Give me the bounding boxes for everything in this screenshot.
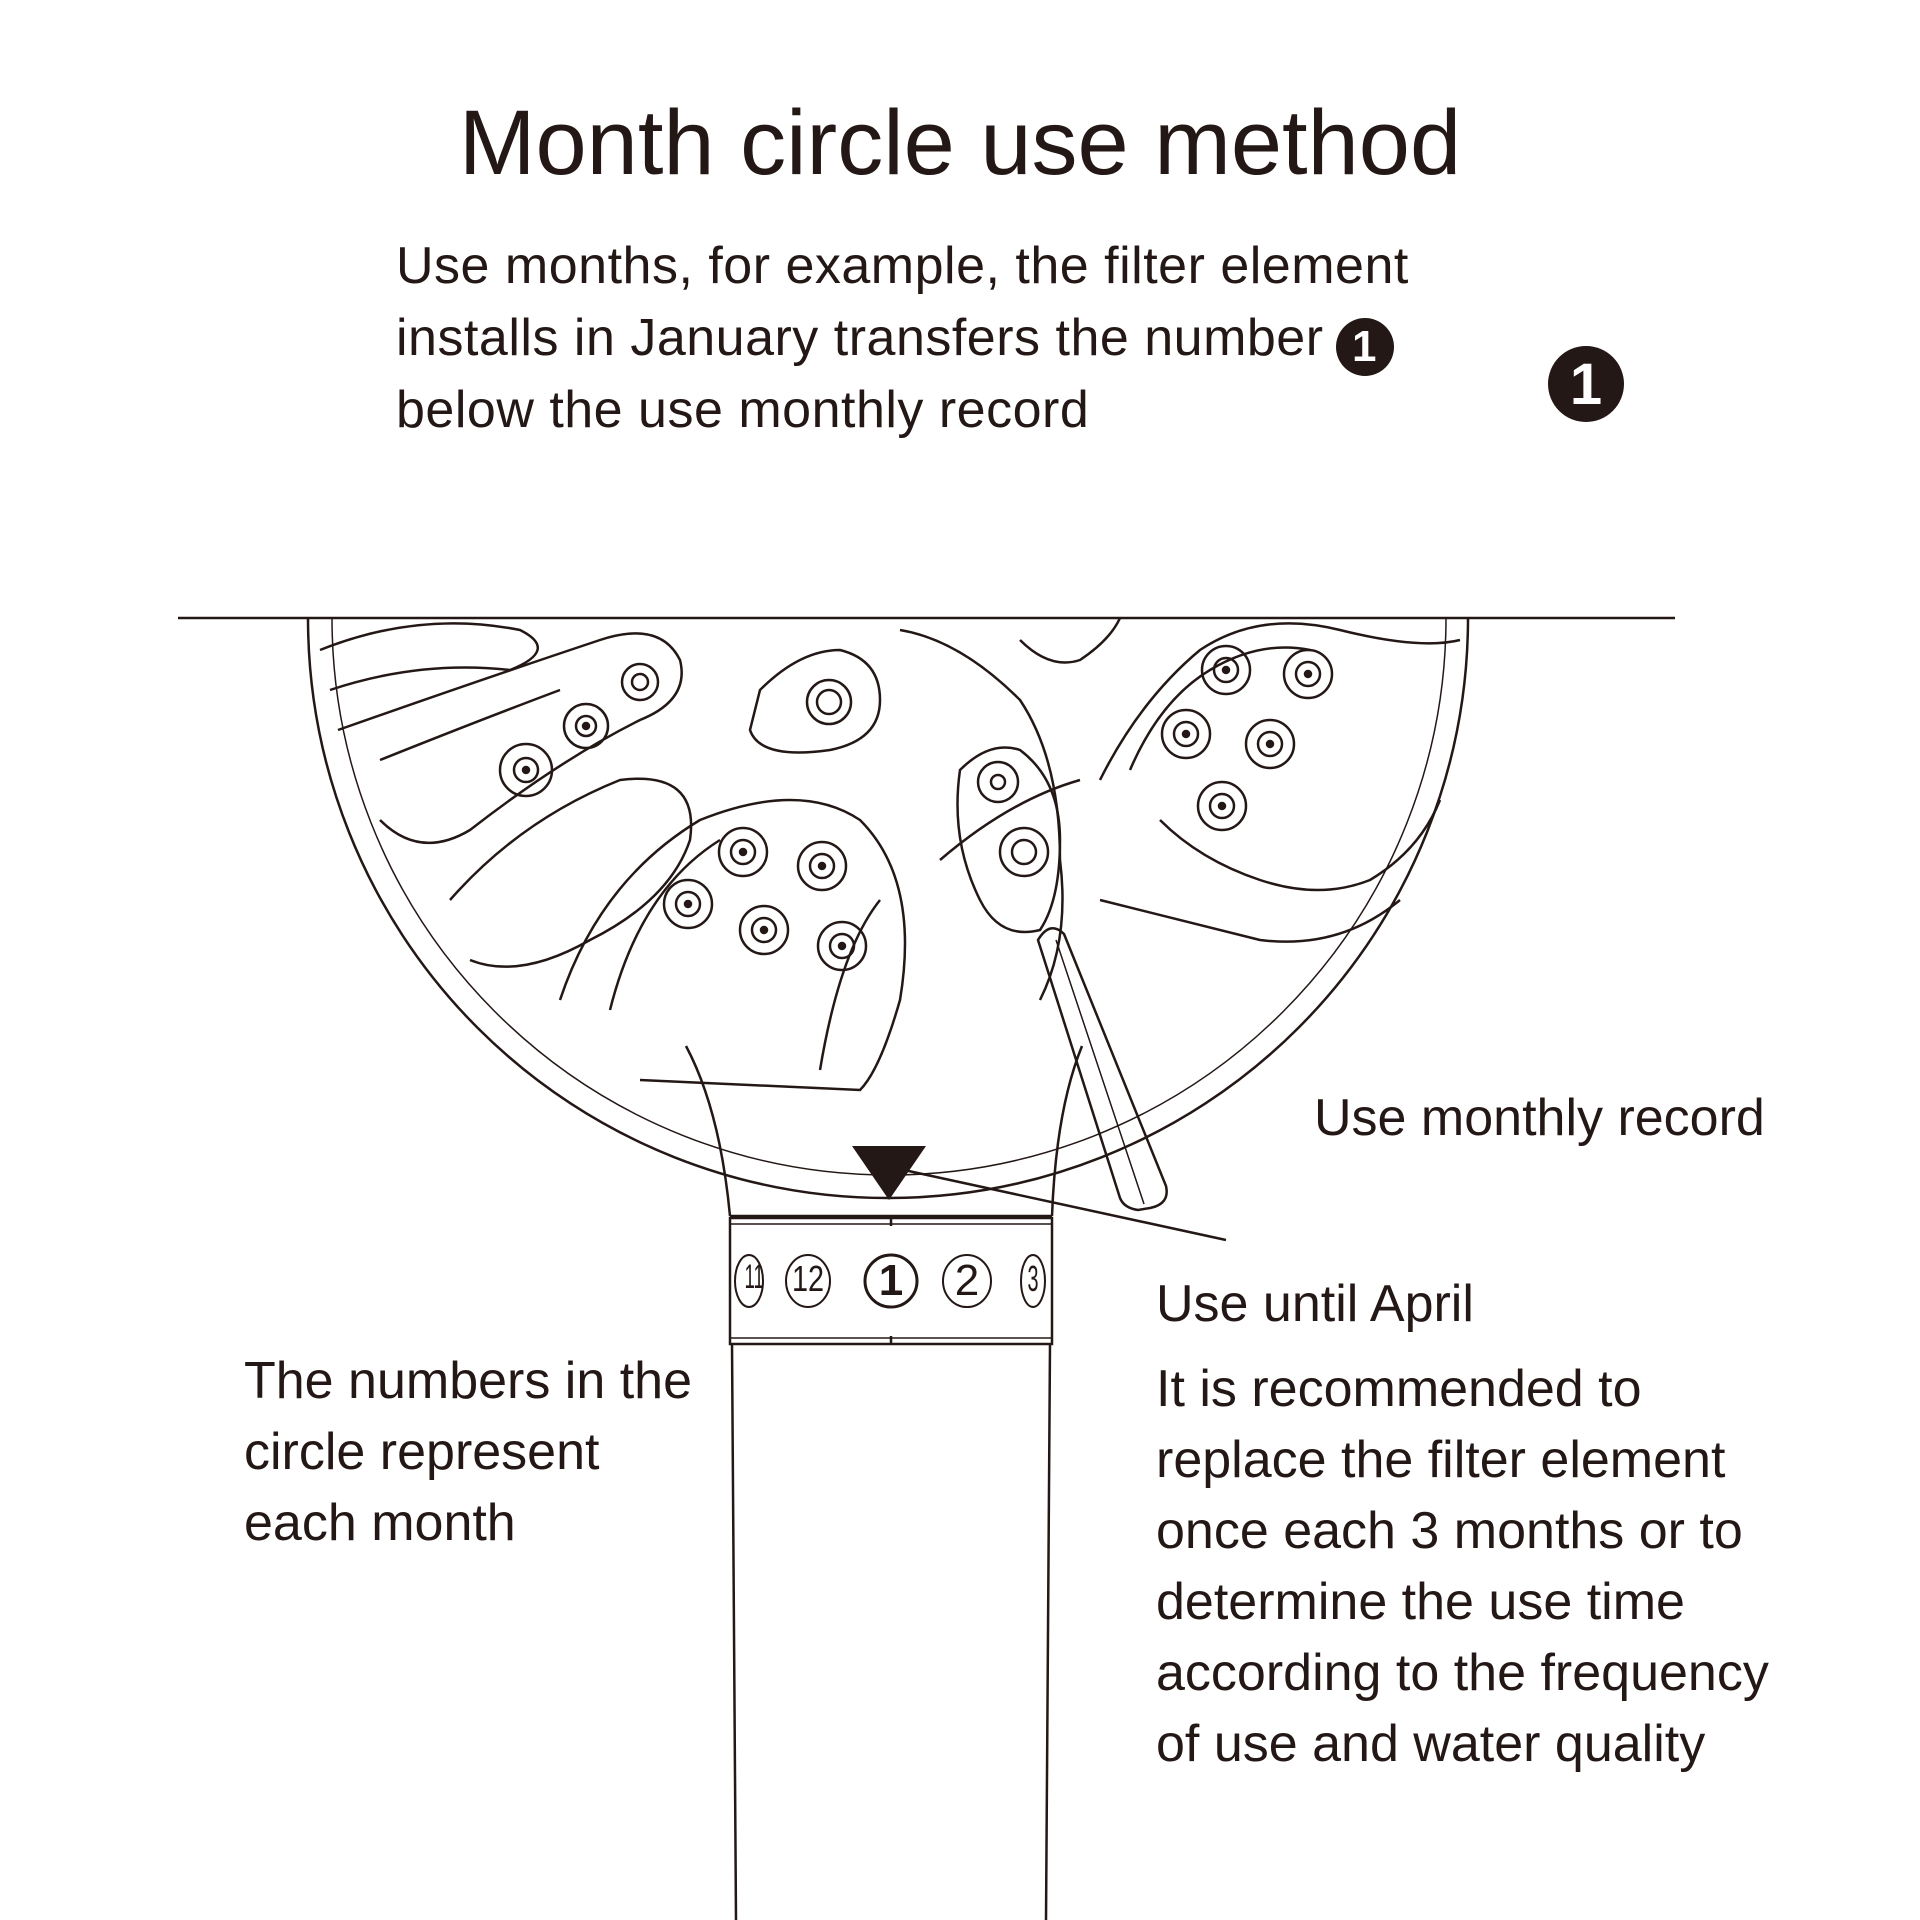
handle-neck [686,1046,730,1216]
recommendation-line: replace the filter element [1156,1431,1726,1489]
intro-line-3: below the use monthly record [396,381,1090,439]
month-label-2: 2 [954,1256,980,1305]
pointer-lever [1038,928,1167,1210]
leader-line [904,1170,1226,1240]
intro-paragraph [396,230,1409,446]
recommendation-line: determine the use time [1156,1573,1685,1631]
intro-line-2-text: installs in January transfers the number [396,309,1324,367]
intro-line-1: Use months, for example, the filter element [396,237,1409,295]
month-one-badge-inline: 1 [1336,318,1394,376]
month-ring-labels [730,1254,1052,1310]
use-until-label: Use until April [1156,1275,1474,1333]
recommendation-line: once each 3 months or to [1156,1502,1743,1560]
month-one-badge-large: 1 [1548,346,1624,422]
month-label-11: 11 [744,1258,764,1296]
month-label-3: 3 [1027,1258,1039,1299]
head-outline [308,618,1468,1198]
use-monthly-record-label: Use monthly record [1314,1089,1765,1147]
numbers-note-line: circle represent [244,1423,600,1481]
handle-shaft [732,1344,736,1920]
recommendation-line: It is recommended to [1156,1360,1642,1418]
numbers-note-line: each month [244,1494,516,1552]
recommendation-text [1156,1354,1769,1780]
numbers-note [244,1346,692,1559]
month-label-12: 12 [792,1258,825,1299]
month-label-1: 1 [878,1256,904,1305]
recommendation-line: of use and water quality [1156,1715,1706,1773]
nozzle-group [500,646,1332,970]
intro-line-2 [396,302,1409,374]
page-title: Month circle use method [458,92,1462,194]
recommendation-line: according to the frequency [1156,1644,1769,1702]
numbers-note-line: The numbers in the [244,1352,693,1410]
